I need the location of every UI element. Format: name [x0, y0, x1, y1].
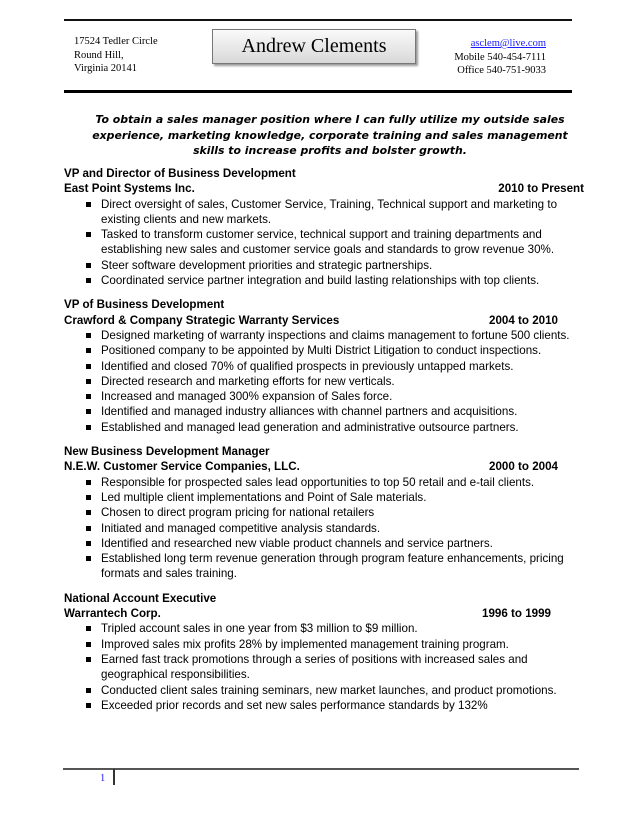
company-name: Crawford & Company Strategic Warranty Services: [64, 313, 340, 327]
job-title: National Account Executive: [64, 591, 217, 605]
bullet-item: Established and managed lead generation and administrative outsource partners.: [64, 420, 584, 435]
bullet-item: Increased and managed 300% expansion of Sales force.: [64, 389, 584, 404]
bullet-item: Responsible for prospected sales lead opportunities to top 50 retail and e-tail clients.: [64, 475, 584, 490]
bullet-item: Exceeded prior records and set new sales performance standards by 132%: [64, 698, 584, 713]
company-row: [64, 313, 584, 328]
bullet-item: Conducted client sales training seminars, new market launches, and product promotions.: [64, 683, 584, 698]
bullet-list: [64, 197, 584, 289]
email-link[interactable]: asclem@live.com: [470, 38, 546, 49]
job-title: VP of Business Development: [64, 298, 225, 312]
bullet-item: Identified and researched new viable product channels and service partners.: [64, 536, 584, 551]
bullet-item: Tasked to transform customer service, technical support and training departments and establishing new sales and customer service goals and standards to grow revenue 30%.: [64, 227, 584, 258]
name-box: Andrew Clements: [212, 29, 416, 64]
bullet-item: Coordinated service partner integration and build lasting relationships with top clients.: [64, 273, 584, 288]
bullet-list: [64, 621, 584, 713]
address-line: 17524 Tedler Circle: [74, 36, 158, 47]
job-title: New Business Development Manager: [64, 445, 270, 459]
job-title: VP and Director of Business Development: [64, 167, 296, 180]
company-row: [64, 181, 584, 196]
company-row: [64, 459, 584, 474]
bullet-item: Designed marketing of warranty inspections and claims management to fortune 500 clients.: [64, 328, 584, 343]
bullet-item: Chosen to direct program pricing for national retailers: [64, 505, 584, 520]
bullet-list: [64, 475, 584, 582]
mobile-phone: Mobile 540-454-7111: [454, 51, 546, 63]
job-dates: 1996 to 1999: [482, 607, 551, 621]
job-dates: 2010 to Present: [498, 182, 584, 196]
bullet-item: Led multiple client implementations and Point of Sale materials.: [64, 490, 584, 505]
bullet-item: Steer software development priorities and strategic partnerships.: [64, 258, 584, 273]
address-line: Virginia 20141: [74, 63, 138, 74]
address-block: [74, 35, 158, 76]
header-top-rule: [64, 19, 572, 21]
experience-section: [64, 166, 584, 722]
bullet-item: Established long term revenue generation through program feature enhancements, pricing formats and sales training.: [64, 551, 584, 582]
bullet-item: Direct oversight of sales, Customer Service, Training, Technical support and marketing to existing clients and new markets.: [64, 197, 584, 228]
job-dates: 2000 to 2004: [489, 460, 558, 474]
bullet-item: Identified and managed industry alliances with channel partners and acquisitions.: [64, 404, 584, 419]
address-line: Round Hill,: [74, 49, 124, 61]
company-name: Warrantech Corp.: [64, 607, 161, 621]
company-name: East Point Systems Inc.: [64, 182, 195, 196]
job-entry: [64, 297, 584, 435]
bullet-list: [64, 328, 584, 435]
job-entry: [64, 591, 584, 713]
bullet-item: Improved sales mix profits 28% by implemented management training program.: [64, 637, 584, 652]
page-number: 1: [100, 773, 106, 784]
company-row: [64, 606, 584, 621]
bullet-item: Tripled account sales in one year from $3 million to $9 million.: [64, 621, 584, 636]
bullet-item: Identified and closed 70% of qualified prospects in previously untapped markets.: [64, 359, 584, 374]
objective-statement: To obtain a sales manager position where I can fully utilize my outside sales experience, marketing knowledge, corporate training and sales management skills to increase profits and bolster growth.: [92, 113, 568, 157]
job-dates: 2004 to 2010: [489, 313, 558, 327]
job-entry: [64, 166, 584, 288]
job-entry: [64, 444, 584, 582]
contact-block: [444, 37, 546, 78]
bullet-item: Positioned company to be appointed by Multi District Litigation to conduct inspections.: [64, 343, 584, 358]
page-number-divider: [113, 769, 115, 785]
bullet-item: Initiated and managed competitive analysis standards.: [64, 521, 584, 536]
footer-rule: [63, 768, 579, 770]
company-name: N.E.W. Customer Service Companies, LLC.: [64, 460, 300, 474]
office-phone: Office 540-751-9033: [457, 65, 546, 76]
header-bottom-rule: [64, 90, 572, 93]
bullet-item: Earned fast track promotions through a series of positions with increased sales and geographical responsibilities.: [64, 652, 584, 683]
bullet-item: Directed research and marketing efforts for new verticals.: [64, 374, 584, 389]
